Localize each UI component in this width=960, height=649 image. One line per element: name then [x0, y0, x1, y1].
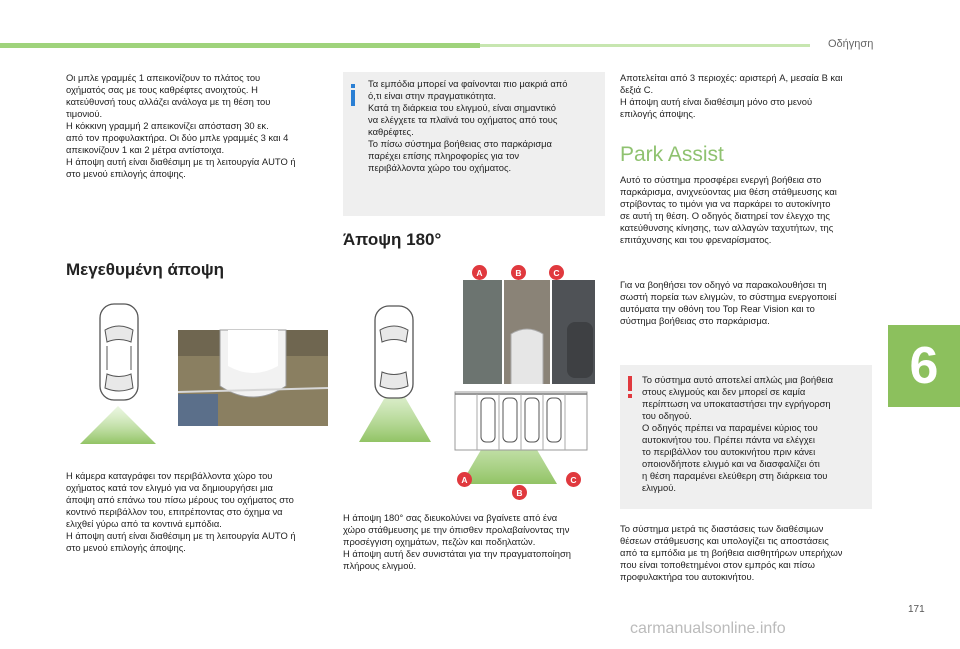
line: επιτάχυνσης και του φρεναρίσματος. — [620, 234, 772, 245]
line: ελιχθεί γύρω από τα κοντινά εμπόδια. — [66, 518, 222, 529]
badge-a-top: A — [472, 265, 487, 280]
line: Το πίσω σύστημα βοήθειας στο παρκάρισμα — [368, 138, 552, 149]
line: θέσεων στάθμευσης και υπολογίζει τις αποστάσεις — [620, 535, 829, 546]
badge-b-bottom: B — [512, 485, 527, 500]
line: στρίβοντας το τιμόνι για να παρκάρει το αυτοκίνητο — [620, 198, 831, 209]
line: περίπτωση να υποκαταστήσει την εγρήγορση — [642, 398, 831, 409]
line: δεξιά C. — [620, 84, 654, 95]
line: οχήματός σας με τους καθρέφτες ανοιχτούς. Η — [66, 84, 258, 95]
col3-intro — [620, 72, 882, 120]
col3-para3 — [620, 523, 882, 583]
col2-para — [343, 512, 611, 572]
col3-para1 — [620, 174, 882, 246]
line: η θέση παραμένει ελεύθερη στη διάρκεια του — [642, 470, 828, 481]
line: απεικονίζουν 1 και 2 μέτρα αντίστοιχα. — [66, 144, 225, 155]
line: οποιονδήποτε ελιγμό και να διασφαλίζει ότι — [642, 458, 820, 469]
info-icon — [349, 84, 357, 106]
col1-para2 — [66, 470, 334, 554]
section-title: Οδήγηση — [828, 38, 874, 50]
line: να ελέγχετε τα πλαϊνά του οχήματος από τους — [368, 114, 558, 125]
info-text — [368, 78, 600, 174]
watermark: carmanualsonline.info — [630, 620, 786, 637]
line: στο μενού επιλογής άποψης. — [66, 168, 186, 179]
badge-a-bottom: A — [457, 472, 472, 487]
line: Η άποψη αυτή είναι διαθέσιμη με τη λειτουργία AUTO ή — [66, 530, 296, 541]
line: προφυλακτήρα του αυτοκινήτου. — [620, 571, 755, 582]
line: ελιγμού. — [642, 482, 676, 493]
line: Η άποψη αυτή είναι διαθέσιμη μόνο στο μενού — [620, 96, 813, 107]
line: οχήματος κατά τον ελιγμό για να δημιουργήσει μια — [66, 482, 273, 493]
warning-icon — [626, 376, 634, 398]
line: άποψη από επάνω του πίσω μέρους του οχήματος στο — [66, 494, 294, 505]
line: Οι μπλε γραμμές 1 απεικονίζουν το πλάτος του — [66, 72, 261, 83]
line: Ο οδηγός πρέπει να παραμένει κύριος του — [642, 422, 818, 433]
warning-text — [642, 374, 870, 494]
camera-screen-180 — [463, 280, 595, 384]
line: τιμονιού. — [66, 108, 103, 119]
line: περιβάλλοντα χώρο του οχήματος. — [368, 162, 512, 173]
line: παρέχει επίσης πληροφορίες για τον — [368, 150, 520, 161]
line: κατεύθυνσή τους αλλάζει ανάλογα με τη θέση του — [66, 96, 271, 107]
magnified-view-illustration — [70, 296, 340, 451]
line: του οδηγού. — [642, 410, 692, 421]
parking-lot — [455, 392, 587, 450]
badge-c-bottom: C — [566, 472, 581, 487]
line: Αποτελείται από 3 περιοχές: αριστερή A, μεσαία B και — [620, 72, 843, 83]
line: στους ελιγμούς και δεν μπορεί σε καμία — [642, 386, 806, 397]
heading-180-view: Άποψη 180° — [343, 230, 442, 249]
line: από τον προφυλακτήρα. Οι δύο μπλε γραμμές 3 και 4 — [66, 132, 289, 143]
line: το περιβάλλον του αυτοκινήτου πριν κάνει — [642, 446, 816, 457]
view-180-illustration — [343, 262, 605, 504]
line: Το σύστημα αυτό αποτελεί απλώς μια βοήθεια — [642, 374, 833, 385]
camera-cone — [80, 406, 156, 444]
line: από τα εμπόδια με τη βοήθεια αισθητήρων υπερήχων — [620, 547, 843, 558]
col1-para1 — [66, 72, 334, 180]
line: σωστή πορεία των ελιγμών, το σύστημα ενεργοποιεί — [620, 291, 837, 302]
badge-b-top: B — [511, 265, 526, 280]
line: αυτόματα την οθόνη του Top Rear Vision και το — [620, 303, 815, 314]
header-bar-light — [480, 44, 810, 47]
col3-para2 — [620, 279, 882, 327]
page-number: 171 — [908, 604, 925, 615]
line: Κατά τη διάρκεια του ελιγμού, είναι σημαντικό — [368, 102, 556, 113]
heading-magnified-view: Μεγεθυμένη άποψη — [66, 260, 225, 279]
line: σύστημα βοήθειας στο παρκάρισμα. — [620, 315, 770, 326]
car-top-view — [100, 304, 138, 400]
line: επιλογής άποψης. — [620, 108, 696, 119]
line: σε αυτή τη θέση. Ο οδηγός διατηρεί τον έλεγχο της — [620, 210, 830, 221]
line: Η άποψη αυτή δεν συνιστάται για την πραγματοποίηση — [343, 548, 571, 559]
heading-park-assist: Park Assist — [620, 143, 724, 166]
line: Τα εμπόδια μπορεί να φαίνονται πιο μακριά από — [368, 78, 568, 89]
line: καθρέφτες. — [368, 126, 414, 137]
line: στο μενού επιλογής άποψης. — [66, 542, 186, 553]
line: Η κόκκινη γραμμή 2 απεικονίζει απόσταση 30 εκ. — [66, 120, 269, 131]
badge-c-top: C — [549, 265, 564, 280]
line: Η άποψη αυτή είναι διαθέσιμη με τη λειτουργία AUTO ή — [66, 156, 296, 167]
line: Το σύστημα μετρά τις διαστάσεις των διαθέσιμων — [620, 523, 824, 534]
line: που είναι τοποθετημένοι στον εμπρός και πίσω — [620, 559, 815, 570]
car-top-view — [375, 306, 413, 398]
line: Η άποψη 180° σας διευκολύνει να βγαίνετε από ένα — [343, 512, 558, 523]
line: χώρο στάθμευσης με την όπισθεν προλαβαίνοντας την — [343, 524, 570, 535]
line: ό,τι είναι στην πραγματικότητα. — [368, 90, 496, 101]
line: Η κάμερα καταγράφει τον περιβάλλοντα χώρο του — [66, 470, 273, 481]
line: πλήρους ελιγμού. — [343, 560, 417, 571]
line: Για να βοηθήσει τον οδηγό να παρακολουθήσει τη — [620, 279, 827, 290]
line: κατεύθυνσης κίνησης, των αλλαγών ταχυτήτων, της — [620, 222, 834, 233]
line: αυτοκινήτου του. Πρέπει πάντα να ελέγχει — [642, 434, 815, 445]
line: παρκάρισμα, ανιχνεύοντας μια θέση στάθμευσης και — [620, 186, 837, 197]
line: Αυτό το σύστημα προσφέρει ενεργή βοήθεια στο — [620, 174, 822, 185]
camera-screen — [178, 330, 328, 426]
chapter-tab: 6 — [888, 325, 960, 407]
line: προσέγγιση οχημάτων, πεζών και ποδηλατών. — [343, 536, 536, 547]
header-bar — [0, 43, 480, 48]
line: κοντινό περιβάλλον του, επιτρέποντας στο όχημα να — [66, 506, 283, 517]
